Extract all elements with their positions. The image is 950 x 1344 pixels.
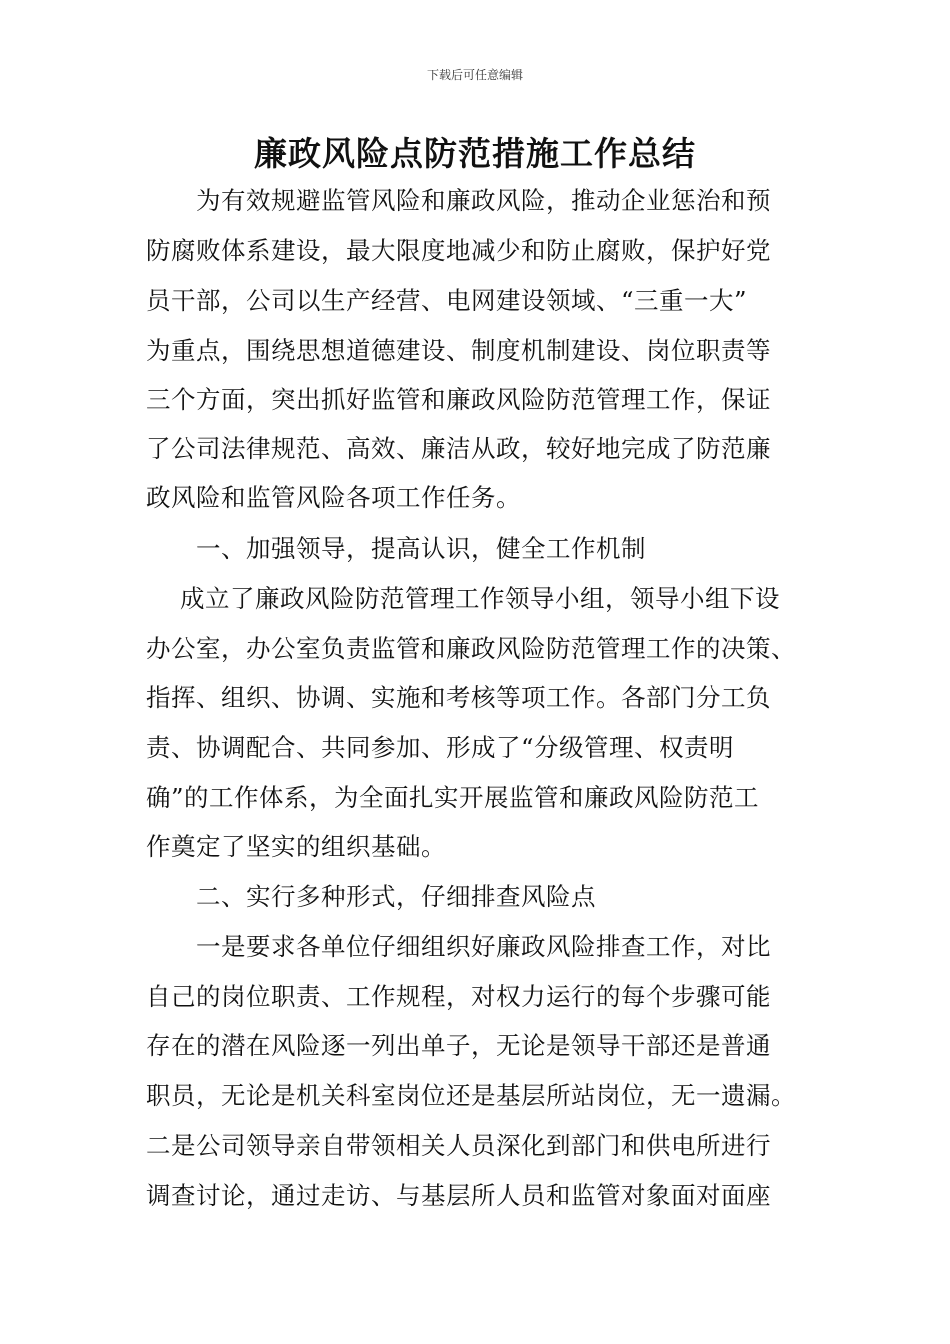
- paragraph-line: 办公室，办公室负责监管和廉政风险防范管理工作的决策、: [146, 634, 796, 663]
- paragraph-line: 调查讨论，通过走访、与基层所人员和监管对象面对面座: [146, 1181, 771, 1210]
- paragraph-line: 三个方面，突出抓好监管和廉政风险防范管理工作，保证: [146, 385, 771, 414]
- paragraph-line: 自己的岗位职责、工作规程，对权力运行的每个步骤可能: [146, 982, 771, 1011]
- paragraph-line: 作奠定了坚实的组织基础。: [146, 832, 446, 861]
- paragraph-line: 为重点，围绕思想道德建设、制度机制建设、岗位职责等: [146, 336, 771, 365]
- paragraph-line: 了公司法律规范、高效、廉洁从政，较好地完成了防范廉: [146, 434, 771, 463]
- paragraph-line: 防腐败体系建设，最大限度地减少和防止腐败，保护好党: [146, 236, 771, 265]
- paragraph-line: 政风险和监管风险各项工作任务。: [146, 483, 521, 512]
- paragraph-line: 存在的潜在风险逐一列出单子，无论是领导干部还是普通: [146, 1031, 771, 1060]
- paragraph-line: 二是公司领导亲自带领相关人员深化到部门和供电所进行: [146, 1131, 771, 1160]
- paragraph-line: 职员，无论是机关科室岗位还是基层所站岗位，无一遗漏。: [146, 1081, 796, 1110]
- paragraph-line: 为有效规避监管风险和廉政风险，推动企业惩治和预: [196, 186, 771, 215]
- header-note: 下载后可任意编辑: [426, 68, 523, 82]
- paragraph-line: 成立了廉政风险防范管理工作领导小组，领导小组下设: [180, 584, 780, 613]
- section-heading: 一、加强领导，提高认识，健全工作机制: [196, 534, 646, 563]
- section-heading: 二、实行多种形式，仔细排查风险点: [196, 882, 596, 911]
- paragraph-line: 员干部，公司以生产经营、电网建设领域、“三重一大”: [146, 286, 748, 315]
- paragraph-line: 一是要求各单位仔细组织好廉政风险排查工作，对比: [196, 932, 771, 961]
- paragraph-line: 确”的工作体系，为全面扎实开展监管和廉政风险防范工: [146, 783, 760, 812]
- paragraph-line: 责、协调配合、共同参加、形成了“分级管理、权责明: [146, 733, 735, 762]
- document-title: 廉政风险点防范措施工作总结: [254, 134, 696, 173]
- paragraph-line: 指挥、组织、协调、实施和考核等项工作。各部门分工负: [146, 683, 771, 712]
